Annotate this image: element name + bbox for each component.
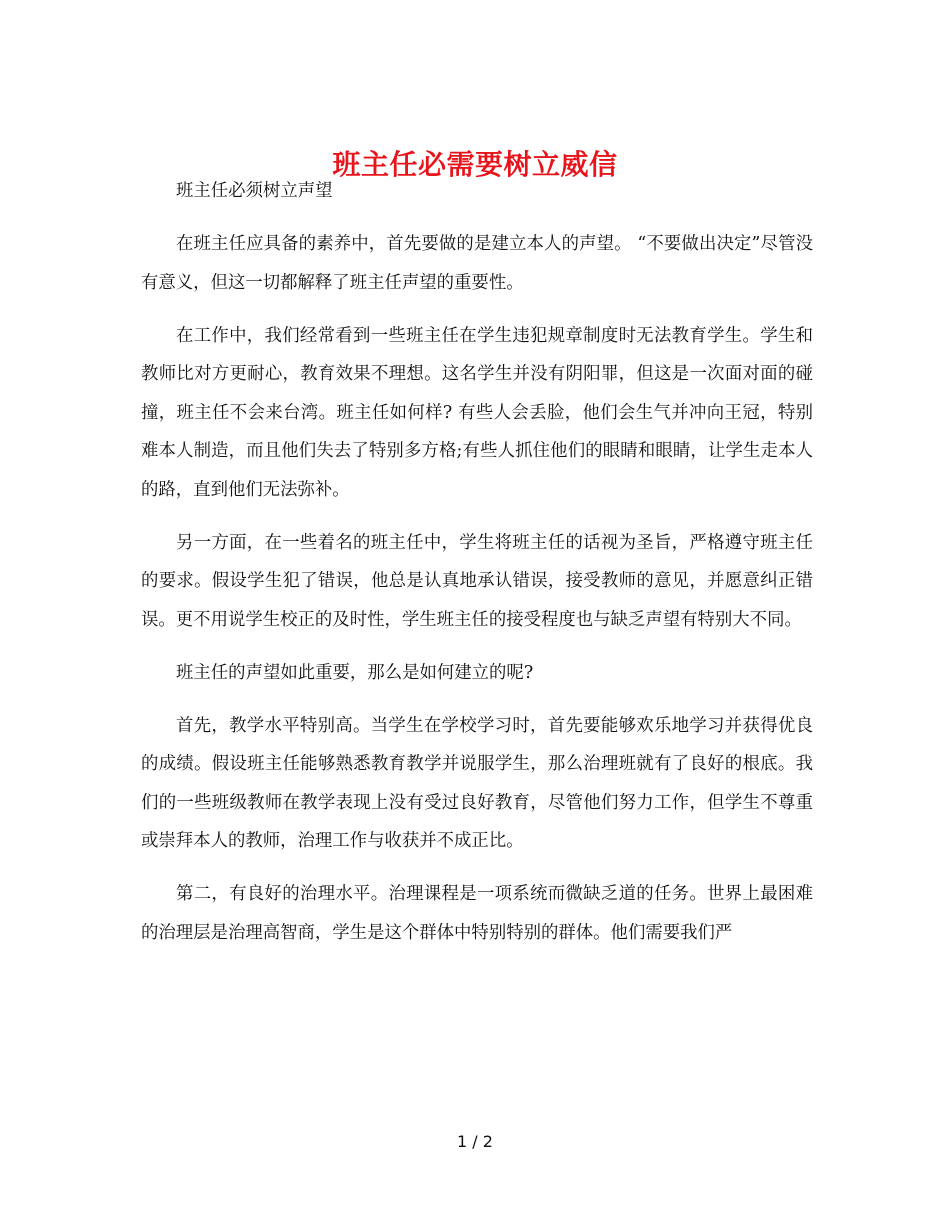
document-body xyxy=(141,172,813,967)
paragraph: 在工作中，我们经常看到一些班主任在学生违犯规章制度时无法教育学生。学生和教师比对方更耐心，教育效果不理想。这名学生并没有阴阳罪，但这是一次面对面的碰撞，班主任不会来台湾。班主任如何样? 有些人会丢脸，他们会生气并冲向王冠，特别难本人制造，而且他们失去了特别多方格;有些人抓住他们的眼睛和眼睛，让学生走本人的路，直到他们无法弥补。 xyxy=(141,325,813,500)
paragraph: 在班主任应具备的素养中，首先要做的是建立本人的声望。 “不要做出决定”尽管没有意义，但这一切都解释了班主任声望的重要性。 xyxy=(141,234,813,293)
paragraph-subtitle: 班主任必须树立声望 xyxy=(176,181,333,201)
page-title: 班主任必需要树立威信 xyxy=(332,147,618,181)
paragraph: 首先，教学水平特别高。当学生在学校学习时，首先要能够欢乐地学习并获得优良的成绩。假设班主任能够熟悉教育教学并说服学生，那么治理班就有了良好的根底。我们的一些班级教师在教学表现上没有受过良好教育，尽管他们努力工作，但学生不尊重或崇拜本人的教师，治理工作与收获并不成正比。 xyxy=(141,715,813,851)
paragraph: 另一方面，在一些着名的班主任中，学生将班主任的话视为圣旨，严格遵守班主任的要求。假设学生犯了错误，他总是认真地承认错误，接受教师的意见，并愿意纠正错误。更不用说学生校正的及时性，学生班主任的接受程度也与缺乏声望有特别大不同。 xyxy=(141,532,813,630)
paragraph: 第二，有良好的治理水平。治理课程是一项系统而微缺乏道的任务。世界上最困难的治理层是治理高智商，学生是这个群体中特别特别的群体。他们需要我们严 xyxy=(141,884,813,943)
page-number: 1 / 2 xyxy=(457,1132,493,1151)
paragraph: 班主任的声望如此重要，那么是如何建立的呢? xyxy=(176,662,534,683)
